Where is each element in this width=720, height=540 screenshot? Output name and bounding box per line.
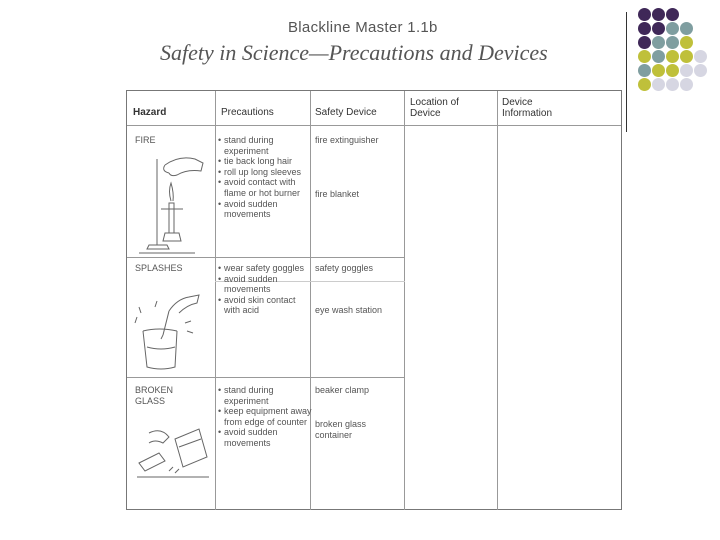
hazard-label: BROKEN GLASS (135, 385, 174, 406)
decorative-dot (680, 50, 693, 63)
decorative-dot (680, 78, 693, 91)
decorative-dot (638, 22, 651, 35)
decorative-dot (638, 8, 651, 21)
header-separator (127, 125, 621, 126)
precaution-list (218, 263, 314, 316)
precaution-list (218, 135, 314, 220)
precaution-item: • roll up long sleeves (218, 167, 314, 178)
decorative-dot (666, 50, 679, 63)
blackline-master-label: Blackline Master 1.1b (288, 19, 438, 36)
safety-table (126, 90, 622, 510)
precaution-item: • avoid contact with flame or hot burner (218, 177, 314, 198)
precaution-item: • avoid sudden movements (218, 199, 314, 220)
precaution-item: • stand during experiment (218, 385, 314, 406)
divider-line (626, 12, 627, 132)
column-rule (404, 91, 405, 510)
row-separator (127, 377, 405, 378)
decorative-dot (652, 36, 665, 49)
decorative-dot (652, 78, 665, 91)
column-rule (215, 91, 216, 510)
precaution-list (218, 385, 314, 449)
decorative-dot (694, 50, 707, 63)
decorative-dot (666, 36, 679, 49)
safety-device-item: beaker clamp (315, 385, 370, 395)
decorative-dot (666, 64, 679, 77)
precaution-item: • keep equipment away from edge of counter (218, 406, 314, 427)
safety-device-item: broken glass container (315, 419, 367, 440)
safety-device-item: fire blanket (315, 189, 360, 199)
decorative-dot (666, 22, 679, 35)
precaution-item: • avoid sudden movements (218, 274, 314, 295)
decorative-dot (666, 78, 679, 91)
safety-device-item: eye wash station (315, 305, 383, 315)
precaution-item: • stand during experiment (218, 135, 314, 156)
safety-device-item: fire extinguisher (315, 135, 379, 145)
column-header-location: Location of Device (410, 97, 459, 119)
column-header-hazard: Hazard (133, 107, 167, 118)
decorative-dot (680, 36, 693, 49)
decorative-dot (638, 50, 651, 63)
decorative-dot (666, 8, 679, 21)
decorative-dot (652, 50, 665, 63)
column-rule (497, 91, 498, 510)
hazard-label: FIRE (135, 135, 156, 145)
decorative-dot (694, 64, 707, 77)
broken-glass-illustration (135, 417, 211, 483)
precaution-item: • tie back long hair (218, 156, 314, 167)
beaker-splash-illustration (133, 277, 209, 373)
bunsen-burner-illustration (135, 149, 207, 255)
decorative-dot (638, 64, 651, 77)
hazard-label: SPLASHES (135, 263, 183, 273)
decorative-dot (680, 64, 693, 77)
precaution-item: • avoid sudden movements (218, 427, 314, 448)
decorative-dot (652, 8, 665, 21)
decorative-dot (638, 36, 651, 49)
row-separator (127, 257, 405, 258)
safety-device-item: safety goggles (315, 263, 374, 273)
column-header-safety-device: Safety Device (315, 107, 377, 118)
precaution-item: • wear safety goggles (218, 263, 314, 274)
page-title: Safety in Science—Precautions and Devices (160, 40, 548, 65)
decorative-dot (652, 64, 665, 77)
decorative-dot (638, 78, 651, 91)
decorative-dot (680, 22, 693, 35)
precaution-item: • avoid skin contact with acid (218, 295, 314, 316)
column-header-device-information: Device Information (502, 97, 553, 119)
decorative-dot (652, 22, 665, 35)
column-header-precautions: Precautions (221, 107, 274, 118)
